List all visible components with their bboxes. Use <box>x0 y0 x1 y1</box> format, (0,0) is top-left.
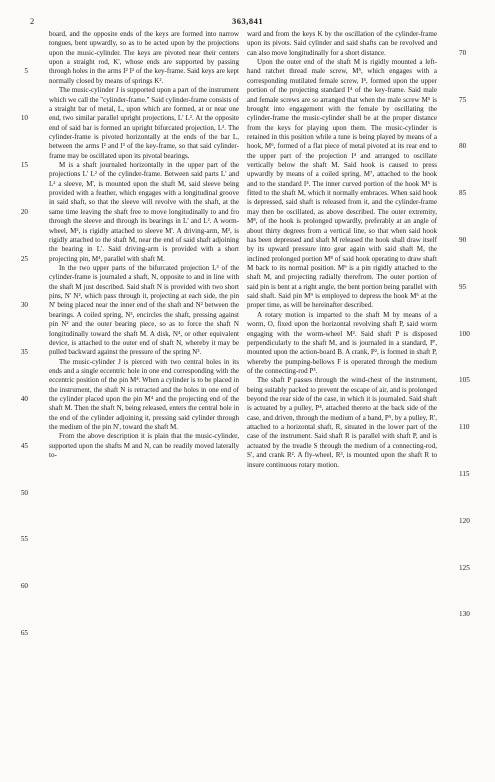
page-number: 2 <box>30 16 35 26</box>
paragraph: M is a shaft journaled horizontally in the upper part of the projections L' L² of the cylinder-frame. Between said parts L' and L² a sleeve, M', is mounted upon the shaft M, said sleeve being provided with a feather, which engages with a longitudinal groove in said shaft, so that the sleeve will revolve with the shaft, at the same time leaving the shaft free to move longitudinally to and fro through the sleeve and through its bearings in L' and L². A worm-wheel, M², is rigidly attached to sleeve M'. A driving-arm, M³, is rigidly attached to the shaft M, near the end of said shaft adjoining the bearing in L'. Said driving-arm is provided with a short projecting pin, M⁴, parallel with shaft M. <box>49 161 239 263</box>
paragraph: In the two upper parts of the bifurcated projection L³ of the cylinder-frame is journaled a shaft, N, opposite to and in line with the shaft M just described. Said shaft N is provided with two short pins, N' N², which pass through it, projecting at each side, the pin N' being placed near the inner end of the shaft and N² between the bearings. A coiled spring, N³, encircles the shaft, pressing against pin N² and the outer bearing piece, so as to force the shaft N longitudinally toward the shaft M. A disk, N⁴, or other equivalent device, is attached to the outer end of shaft N, whereby it may be pulled backward against the pressure of the spring N³. <box>49 263 239 357</box>
line-number: 20 <box>20 207 28 216</box>
paragraph: From the above description it is plain that the music-cylinder, supported upon the shafts M and N, can be readily moved laterally to- <box>49 432 239 460</box>
line-number: 105 <box>459 376 470 385</box>
line-number: 50 <box>20 488 28 497</box>
line-number: 30 <box>20 301 28 310</box>
paragraph: Upon the outer end of the shaft M is rigidly mounted a left-hand ratchet thread male screw, M⁵, which engages with a corresponding mutilated female screw, I⁴, formed upon the upper portion of the projecting standard I⁴ of the key-frame. Said male and female screws are so arranged that when the male screw M⁵ is brought into engagement with the female by oscillating the cylinder-frame the music-cylinder shall be at the proper distance from the keys for playing upon them. The music-cylinder is retained in this position while a tune is being played by means of a hook, M⁶, formed of a flat piece of metal pivoted at its rear end to the upper part of the projection I⁴ and arranged to oscillate vertically below the shaft M. Said hook is caused to press upwardly by means of a coiled spring, M⁷, attached to the hook and to the standard I⁴. The inner curved portion of the hook M⁶ is fitted to the shaft M, which it normally embraces. When said hook is depressed, said shaft is released from it, and the cylinder-frame may then be oscillated, as above described. The outer extremity, M⁸, of the hook is prolonged upwardly, preferably at an angle of about thirty degrees from a vertical line, so that when said hook has been depressed and shaft M released the hook shall draw itself by its upward pressure into gear again with said shaft M, the inclined prolonged portion M⁸ of said hook operating to draw shaft M back to its normal position. M⁹ is a pin rigidly attached to the shaft M, and projecting radially therefrom. The outer portion of said pin is bent at a right angle, the bent portion being parallel with said shaft. Said pin M⁹ is employed to depress the hook M⁶ at the proper time, as will be hereinafter described. <box>247 58 437 310</box>
line-number: 65 <box>20 629 28 638</box>
line-number: 60 <box>20 582 28 591</box>
line-number: 100 <box>459 329 470 338</box>
line-number: 15 <box>20 161 28 170</box>
line-number: 80 <box>459 142 467 151</box>
line-number: 25 <box>20 254 28 263</box>
line-number: 10 <box>20 114 28 123</box>
paragraph: The music-cylinder J is supported upon a part of the instrument which we call the "cylinder-frame." Said cylinder-frame consists of a straight bar of metal, L, upon which are formed, at or near one end, two similar parallel upright projections, L' L². At the opposite end of said bar is formed an upright bifurcated projection, L³. The cylinder-frame is pivoted horizontally at the ends of the bar L, between the arms I² and I³ of the key-frame, so that said cylinder-frame may be oscillated upon its pivotal bearings. <box>49 86 239 160</box>
paragraph: A rotary motion is imparted to the shaft M by means of a worm, O, fixed upon the horizontal revolving shaft P, said worm engaging with the worm-wheel M². Said shaft P is disposed perpendicularly to the shaft M, and is journaled in a standard, P', mounted upon the action-board B. A crank, P², is formed in shaft P, whereby the pumping-bellows F is operated through the medium of the connecting-rod P³. <box>247 310 437 375</box>
line-number: 125 <box>459 563 470 572</box>
paragraph: The music-cylinder J is pierced with two central holes in its ends and a single eccentric hole in one end corresponding with the eccentric position of the pin M⁴. When a cylinder is to be placed in the instrument, the shaft N is retracted and the holes in one end of the cylinder placed upon the pin M⁴ and the projecting end of the shaft M. Then the shaft N, being released, enters the central hole in the end of the cylinder adjoining it, pressing said cylinder through the medium of the pin N', toward the shaft M. <box>49 357 239 432</box>
line-number: 40 <box>20 395 28 404</box>
right-text-column <box>247 30 437 470</box>
line-number: 110 <box>459 423 470 432</box>
line-number: 120 <box>459 516 470 525</box>
line-number: 75 <box>459 95 467 104</box>
line-number: 70 <box>459 48 467 57</box>
paragraph: The shaft P passes through the wind-chest of the instrument, being suitably packed to prevent the escape of air, and is prolonged beyond the rear side of the case, in which it is journaled. Said shaft is actuated by a pulley, P⁴, attached thereto at the back side of the case, and driven, through the medium of a band, P⁵, by a pulley, R', attached to a horizontal shaft, R, situated in the lower part of the case of the instrument. Said shaft R is parallel with shaft P, and is actuated by the treadle S through the medium of a connecting-rod, S', and crank R². A fly-wheel, R³, is mounted upon the shaft R to insure continuous rotary motion. <box>247 376 437 469</box>
line-number: 5 <box>24 67 28 76</box>
line-number: 115 <box>459 469 470 478</box>
paragraph: ward and from the keys K by the oscillation of the cylinder-frame upon its pivots. Said cylinder and said shafts can be revolved and can also move longitudinally for a short distance. <box>247 30 437 57</box>
paragraph: board, and the opposite ends of the keys are formed into narrow tongues, bent upwardly, so as to be acted upon by the projections upon the music-cylinder. The keys are pivoted near their centers upon a straight rod, K', whose ends are supported by passing through holes in the arms I² I² of the key-frame. Said keys are kept normally closed by means of springs K². <box>49 30 239 85</box>
line-number: 45 <box>20 441 28 450</box>
line-number: 85 <box>459 189 467 198</box>
line-number: 55 <box>20 535 28 544</box>
line-number: 90 <box>459 235 467 244</box>
left-text-column <box>49 30 239 461</box>
patent-number: 363,841 <box>231 16 264 26</box>
page-header <box>0 16 495 28</box>
line-number: 35 <box>20 348 28 357</box>
line-number: 130 <box>459 610 470 619</box>
line-number: 95 <box>459 282 467 291</box>
